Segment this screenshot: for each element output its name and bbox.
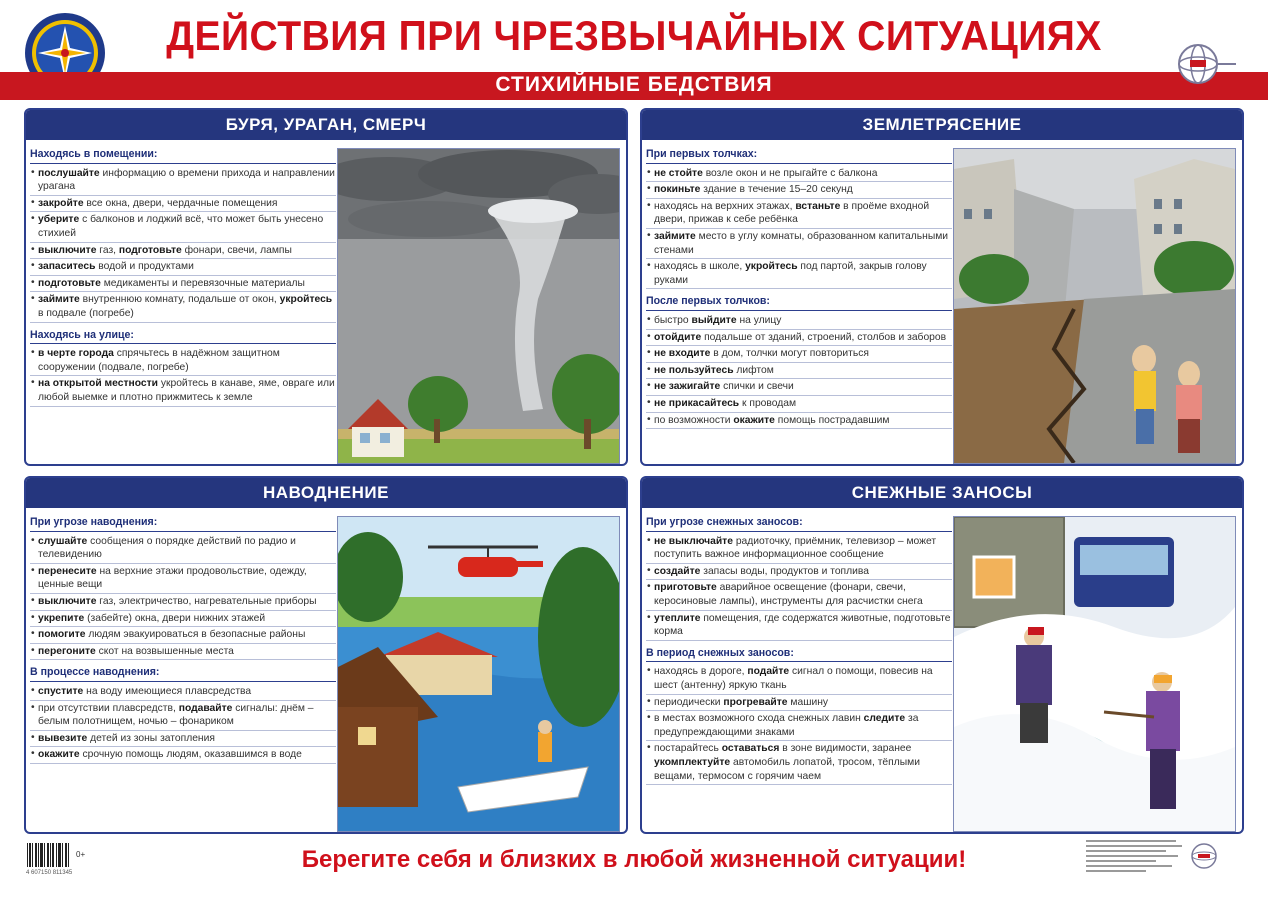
- action-verb: не выключайте: [654, 535, 733, 547]
- item-text: при отсутствии плавсредств,: [38, 702, 179, 714]
- item-text: на воду имеющиеся плавсредства: [83, 685, 252, 697]
- action-verb: займите: [654, 230, 696, 242]
- action-verb: укрепите: [38, 612, 85, 624]
- list-item: [30, 259, 336, 276]
- action-verb: в черте города: [38, 348, 114, 360]
- list-item: [646, 413, 952, 430]
- item-text: запасы воды, продуктов и топлива: [700, 565, 869, 577]
- section-heading: Находясь в помещении:: [30, 148, 336, 164]
- action-verb: подготовьте: [118, 244, 182, 256]
- section-heading: При угрозе наводнения:: [30, 516, 336, 532]
- list-item: [30, 212, 336, 242]
- item-text: людям эвакуироваться в безопасные районы: [85, 629, 306, 641]
- item-text: подальше от зданий, строений, столбов и заборов: [701, 331, 947, 343]
- item-text: место в углу комнаты, образованном капитальными стенами: [654, 230, 949, 256]
- action-verb: не зажигайте: [654, 381, 721, 393]
- item-text: находясь в школе,: [654, 261, 746, 273]
- item-text: на верхние этажи продовольствие, одежду, ценные вещи: [38, 565, 307, 591]
- action-verb: укомплектуйте: [654, 756, 731, 768]
- action-verb: создайте: [654, 565, 701, 577]
- action-verb: утеплите: [654, 612, 701, 624]
- section-heading: После первых толчков:: [646, 295, 952, 311]
- tornado-illustration: [337, 148, 620, 464]
- section-heading: Находясь на улице:: [30, 329, 336, 345]
- action-verb: следите: [863, 713, 906, 725]
- panel-earthquake-text: [646, 148, 952, 429]
- list-item: [30, 196, 336, 213]
- item-text: детей из зоны затопления: [87, 732, 215, 744]
- action-verb: укройтесь: [279, 294, 333, 306]
- item-text: внутреннюю комнату, подальше от окон,: [79, 294, 280, 306]
- panel-storm-text: [30, 148, 336, 407]
- list-item: [646, 695, 952, 712]
- item-text: за предупреждающими знаками: [654, 713, 919, 738]
- action-verb: выйдите: [691, 314, 737, 326]
- item-text: аварийное освещение (фонари, свечи, керосиновые лампы), инструменты для расчистки снега: [654, 582, 923, 607]
- item-text: спички и свечи: [720, 381, 794, 393]
- action-verb: подавайте: [178, 702, 233, 714]
- section-heading: При угрозе снежных заносов:: [646, 516, 952, 532]
- action-verb: окажите: [733, 414, 775, 426]
- footer-slogan: Берегите себя и близких в любой жизненной ситуации!: [301, 846, 967, 873]
- earthquake-illustration: [953, 148, 1236, 464]
- list-item: [646, 580, 952, 610]
- list-item: [30, 564, 336, 594]
- list-item: [30, 611, 336, 628]
- item-text: находясь в дороге,: [654, 666, 748, 678]
- panel-flood: [24, 476, 628, 834]
- item-text: лифтом: [733, 364, 774, 376]
- list-item: [30, 594, 336, 611]
- action-verb: подготовьте: [38, 277, 101, 289]
- item-text: находясь на верхних этажах,: [654, 200, 796, 212]
- action-verb: не пользуйтесь: [654, 364, 734, 376]
- action-verb: уберите: [38, 214, 80, 226]
- item-text: машину: [787, 696, 829, 708]
- item-text: в дом, толчки могут повториться: [710, 348, 869, 360]
- item-text: сообщения о порядке действий по радио и телевидению: [38, 535, 296, 561]
- imprint-fine-print: [1086, 838, 1186, 878]
- action-verb: прогревайте: [723, 696, 788, 708]
- item-text: газ, электричество, нагревательные приборы: [96, 595, 317, 607]
- item-text: помещения, где содержатся животные, подготовьте корма: [654, 612, 951, 638]
- panel-storm-heading: БУРЯ, УРАГАН, СМЕРЧ: [26, 110, 626, 140]
- snowdrift-illustration: [953, 516, 1236, 832]
- item-text: медикаменты и перевязочные материалы: [100, 277, 305, 289]
- action-verb: покиньте: [654, 184, 701, 196]
- section-heading: В процессе наводнения:: [30, 666, 336, 682]
- list-item: [30, 701, 336, 731]
- action-verb: слушайте: [38, 535, 88, 547]
- item-text: к проводам: [739, 397, 797, 409]
- action-verb: запаситесь: [38, 261, 96, 273]
- section-heading: При первых толчках:: [646, 148, 952, 164]
- item-text: на улицу: [736, 314, 782, 326]
- list-item: [646, 564, 952, 581]
- panel-flood-text: [30, 516, 336, 764]
- action-verb: займите: [38, 294, 80, 306]
- item-text: все окна, двери, чердачные помещения: [83, 197, 278, 209]
- page-title: ДЕЙСТВИЯ ПРИ ЧРЕЗВЫЧАЙНЫХ СИТУАЦИЯХ: [166, 12, 1102, 59]
- item-text: укройтесь в канаве, яме, овраге или любой выемке и плотно прижмитесь к земле: [38, 378, 335, 403]
- list-item: [30, 534, 336, 564]
- list-item: [30, 292, 336, 322]
- list-item: [30, 644, 336, 661]
- action-verb: перенесите: [38, 565, 97, 577]
- item-text: быстро: [654, 314, 692, 326]
- list-item: [646, 611, 952, 641]
- action-verb: спустите: [38, 685, 84, 697]
- item-text: (забейте) окна, двери нижних этажей: [84, 612, 266, 624]
- list-item: [646, 363, 952, 380]
- action-verb: не стойте: [654, 167, 703, 179]
- action-verb: подайте: [747, 666, 790, 678]
- item-text: помощь пострадавшим: [774, 414, 890, 426]
- item-text: по возможности: [654, 414, 734, 426]
- item-text: периодически: [654, 696, 724, 708]
- item-text: возле окон и не прыгайте с балкона: [702, 167, 878, 179]
- page-subtitle: СТИХИЙНЫЕ БЕДСТВИЯ: [495, 73, 773, 96]
- panel-snow-text: [646, 516, 952, 785]
- item-text: автомобиль лопатой, тросом, тёплыми вещами, термосом с горячим чаем: [654, 756, 920, 782]
- poster-header: [0, 0, 1268, 104]
- action-verb: вывезите: [38, 732, 88, 744]
- list-item: [30, 747, 336, 764]
- list-item: [646, 259, 952, 289]
- panel-storm: [24, 108, 628, 466]
- item-text: скот на возвышенные места: [95, 645, 234, 657]
- list-item: [30, 731, 336, 748]
- item-text: газ,: [96, 244, 119, 256]
- panel-snow-heading: СНЕЖНЫЕ ЗАНОСЫ: [642, 478, 1242, 508]
- list-item: [646, 229, 952, 259]
- section-heading: В период снежных заносов:: [646, 647, 952, 663]
- list-item: [646, 199, 952, 229]
- item-text: здание в течение 15–20 секунд: [700, 184, 853, 196]
- list-item: [646, 379, 952, 396]
- list-item: [30, 276, 336, 293]
- publisher-small-logo-icon: [1190, 842, 1218, 870]
- action-verb: оставаться: [721, 743, 780, 755]
- action-verb: выключите: [38, 244, 97, 256]
- list-item: [646, 313, 952, 330]
- list-item: [646, 182, 952, 199]
- action-verb: выключите: [38, 595, 97, 607]
- item-text: спрячьтесь в надёжном защитном сооружении (подвале, погребе): [38, 348, 280, 373]
- item-text: под партой, закрыв голову руками: [654, 261, 927, 286]
- list-item: [646, 346, 952, 363]
- item-text: срочную помощь людям, оказавшимся в воде: [79, 749, 302, 761]
- panel-snow: [640, 476, 1244, 834]
- list-item: [30, 684, 336, 701]
- item-text: водой и продуктами: [95, 261, 194, 273]
- action-verb: послушайте: [38, 167, 100, 179]
- action-verb: приготовьте: [654, 582, 717, 594]
- item-text: сигналы: днём – белым полотнищем, ночью – фонариком: [38, 702, 314, 728]
- list-item: [646, 664, 952, 694]
- action-verb: не прикасайтесь: [654, 397, 740, 409]
- item-text: в подвале (погребе): [38, 307, 134, 319]
- item-text: радиоточку, приёмник, телевизор – может поступить важное информационное сообщение: [654, 535, 937, 561]
- panel-flood-heading: НАВОДНЕНИЕ: [26, 478, 626, 508]
- action-verb: на открытой местности: [38, 378, 158, 390]
- item-text: в проёме входной двери, прижав к себе ребёнка: [654, 200, 930, 226]
- list-item: [646, 330, 952, 347]
- panel-earthquake-heading: ЗЕМЛЕТРЯСЕНИЕ: [642, 110, 1242, 140]
- list-item: [30, 166, 336, 196]
- action-verb: встаньте: [795, 200, 841, 212]
- item-text: в зоне видимости, заранее: [779, 743, 912, 755]
- list-item: [646, 711, 952, 741]
- list-item: [646, 396, 952, 413]
- action-verb: не входите: [654, 348, 711, 360]
- action-verb: укройтесь: [745, 261, 798, 273]
- item-text: в местах возможного схода снежных лавин: [654, 713, 864, 725]
- action-verb: окажите: [38, 749, 80, 761]
- list-item: [646, 166, 952, 183]
- list-item: [30, 627, 336, 644]
- list-item: [30, 243, 336, 260]
- list-item: [646, 534, 952, 564]
- list-item: [30, 376, 336, 406]
- barcode-number: 4 607150 811345: [26, 870, 73, 876]
- list-item: [646, 741, 952, 785]
- publisher-logo-icon: [1176, 42, 1238, 86]
- item-text: с балконов и лоджий всё, что может быть унесено стихией: [38, 214, 324, 239]
- item-text: фонари, свечи, лампы: [181, 244, 292, 256]
- action-verb: перегоните: [38, 645, 96, 657]
- item-text: постарайтесь: [654, 743, 722, 755]
- action-verb: помогите: [38, 629, 86, 641]
- action-verb: отойдите: [654, 331, 702, 343]
- list-item: [30, 346, 336, 376]
- item-text: информацию о времени прихода и направлении урагана: [38, 167, 335, 193]
- age-mark: 0+: [76, 850, 86, 859]
- item-text: сигнал о помощи, повесив на шест (антенну) яркую ткань: [654, 666, 933, 691]
- panel-earthquake: [640, 108, 1244, 466]
- action-verb: закройте: [38, 197, 84, 209]
- flood-illustration: [337, 516, 620, 832]
